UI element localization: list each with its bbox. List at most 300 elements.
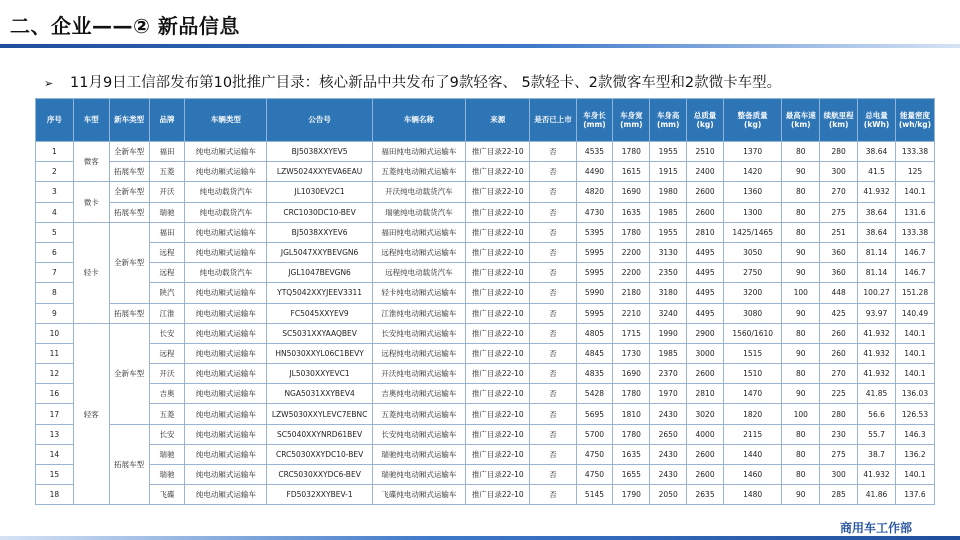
column-header: 新车类型 (109, 99, 149, 142)
cell-density: 125 (895, 162, 934, 182)
cell-listed: 否 (530, 404, 576, 424)
column-header: 整备质量 (kg) (723, 99, 781, 142)
cell-gross: 2600 (687, 182, 724, 202)
cell-source: 推广目录22-10 (465, 343, 530, 363)
cell-curb: 1480 (723, 485, 781, 505)
cell-code: CRC5030XXYDC10-BEV (267, 444, 372, 464)
cell-code: JGL5047XXYBEVGN6 (267, 242, 372, 262)
table-row (36, 465, 935, 485)
table-row (36, 404, 935, 424)
cell-code: JGL1047BEVGN6 (267, 263, 372, 283)
cell-gross: 2600 (687, 444, 724, 464)
cell-source: 推广目录22-10 (465, 364, 530, 384)
cell-type: 纯电动厢式运输车 (185, 162, 267, 182)
cell-wid: 1690 (613, 364, 650, 384)
cell-density: 140.1 (895, 343, 934, 363)
cell-range: 448 (820, 283, 858, 303)
cell-range: 260 (820, 323, 858, 343)
cell-source: 推广目录22-10 (465, 485, 530, 505)
column-header: 是否已上市 (530, 99, 576, 142)
column-header: 来源 (465, 99, 530, 142)
cell-source: 推广目录22-10 (465, 384, 530, 404)
cell-kwh: 41.86 (858, 485, 896, 505)
cell-speed: 80 (782, 465, 820, 485)
cell-new-model-type: 全新车型 (109, 222, 149, 303)
cell-density: 146.7 (895, 242, 934, 262)
cell-brand: 开沃 (149, 182, 185, 202)
cell-hei: 2430 (650, 444, 687, 464)
cell-brand: 开沃 (149, 364, 185, 384)
cell-source: 推广目录22-10 (465, 465, 530, 485)
cell-name: 五菱纯电动厢式运输车 (372, 404, 465, 424)
cell-index: 1 (36, 142, 74, 162)
cell-kwh: 41.932 (858, 323, 896, 343)
cell-name: 远程纯电动载货汽车 (372, 263, 465, 283)
cell-gross: 4000 (687, 424, 724, 444)
cell-brand: 瑞驰 (149, 465, 185, 485)
cell-kwh: 56.6 (858, 404, 896, 424)
column-header: 公告号 (267, 99, 372, 142)
cell-density: 133.38 (895, 222, 934, 242)
cell-speed: 100 (782, 404, 820, 424)
cell-density: 131.6 (895, 202, 934, 222)
cell-hei: 1985 (650, 343, 687, 363)
cell-range: 251 (820, 222, 858, 242)
cell-curb: 3200 (723, 283, 781, 303)
cell-range: 360 (820, 242, 858, 262)
cell-gross: 2635 (687, 485, 724, 505)
cell-code: JL5030XXYEVC1 (267, 364, 372, 384)
cell-curb: 1370 (723, 142, 781, 162)
cell-range: 280 (820, 142, 858, 162)
cell-source: 推广目录22-10 (465, 222, 530, 242)
cell-curb: 1420 (723, 162, 781, 182)
cell-code: LZW5030XXYLEVC7EBNC (267, 404, 372, 424)
cell-code: LZW5024XXYEVA6EAU (267, 162, 372, 182)
cell-gross: 3000 (687, 343, 724, 363)
cell-source: 推广目录22-10 (465, 162, 530, 182)
cell-type: 纯电动厢式运输车 (185, 303, 267, 323)
cell-gross: 2600 (687, 202, 724, 222)
cell-range: 270 (820, 364, 858, 384)
cell-range: 275 (820, 444, 858, 464)
footer-divider (0, 536, 960, 540)
cell-code: FC5045XXYEV9 (267, 303, 372, 323)
cell-listed: 否 (530, 242, 576, 262)
cell-kwh: 93.97 (858, 303, 896, 323)
cell-source: 推广目录22-10 (465, 263, 530, 283)
table-body (36, 142, 935, 505)
cell-listed: 否 (530, 444, 576, 464)
cell-index: 13 (36, 424, 74, 444)
cell-gross: 2600 (687, 364, 724, 384)
cell-name: 福田纯电动厢式运输车 (372, 222, 465, 242)
cell-listed: 否 (530, 364, 576, 384)
cell-speed: 90 (782, 263, 820, 283)
cell-range: 225 (820, 384, 858, 404)
cell-density: 140.1 (895, 323, 934, 343)
cell-index: 2 (36, 162, 74, 182)
cell-index: 17 (36, 404, 74, 424)
cell-index: 14 (36, 444, 74, 464)
cell-wid: 1655 (613, 465, 650, 485)
cell-speed: 80 (782, 202, 820, 222)
cell-speed: 90 (782, 485, 820, 505)
cell-range: 230 (820, 424, 858, 444)
cell-hei: 2430 (650, 404, 687, 424)
column-header: 车型 (73, 99, 109, 142)
cell-wid: 1730 (613, 343, 650, 363)
cell-wid: 1780 (613, 384, 650, 404)
header-divider (0, 44, 960, 48)
cell-kwh: 38.7 (858, 444, 896, 464)
new-models-table (35, 98, 935, 505)
cell-name: 福田纯电动厢式运输车 (372, 142, 465, 162)
cell-type: 纯电动厢式运输车 (185, 343, 267, 363)
table-row (36, 283, 935, 303)
cell-brand: 飞碟 (149, 485, 185, 505)
cell-range: 300 (820, 162, 858, 182)
cell-len: 5990 (576, 283, 613, 303)
column-header: 车辆名称 (372, 99, 465, 142)
cell-wid: 1715 (613, 323, 650, 343)
cell-brand: 远程 (149, 242, 185, 262)
cell-type: 纯电动厢式运输车 (185, 424, 267, 444)
table-row (36, 323, 935, 343)
cell-speed: 80 (782, 424, 820, 444)
cell-listed: 否 (530, 465, 576, 485)
cell-kwh: 41.5 (858, 162, 896, 182)
cell-brand: 瑞驰 (149, 444, 185, 464)
cell-wid: 1780 (613, 222, 650, 242)
cell-hei: 1955 (650, 222, 687, 242)
cell-len: 4805 (576, 323, 613, 343)
cell-curb: 1360 (723, 182, 781, 202)
cell-wid: 1635 (613, 444, 650, 464)
cell-hei: 2370 (650, 364, 687, 384)
cell-wid: 1635 (613, 202, 650, 222)
column-header: 总电量 (kWh) (858, 99, 896, 142)
table-row (36, 202, 935, 222)
cell-type: 纯电动载货汽车 (185, 263, 267, 283)
cell-index: 12 (36, 364, 74, 384)
cell-vehicle-category: 轻卡 (73, 222, 109, 323)
cell-gross: 2810 (687, 384, 724, 404)
cell-hei: 3130 (650, 242, 687, 262)
cell-type: 纯电动厢式运输车 (185, 242, 267, 262)
cell-wid: 1810 (613, 404, 650, 424)
cell-type: 纯电动厢式运输车 (185, 222, 267, 242)
table-row (36, 384, 935, 404)
cell-hei: 1970 (650, 384, 687, 404)
cell-gross: 2810 (687, 222, 724, 242)
cell-kwh: 81.14 (858, 263, 896, 283)
cell-index: 15 (36, 465, 74, 485)
cell-listed: 否 (530, 222, 576, 242)
table-row (36, 222, 935, 242)
cell-speed: 90 (782, 303, 820, 323)
cell-listed: 否 (530, 323, 576, 343)
cell-density: 146.7 (895, 263, 934, 283)
table-header-row (36, 99, 935, 142)
table-row (36, 485, 935, 505)
cell-source: 推广目录22-10 (465, 283, 530, 303)
cell-wid: 2180 (613, 283, 650, 303)
column-header: 车身宽 (mm) (613, 99, 650, 142)
cell-index: 16 (36, 384, 74, 404)
cell-density: 137.6 (895, 485, 934, 505)
cell-gross: 2600 (687, 465, 724, 485)
column-header: 续航里程 (km) (820, 99, 858, 142)
cell-speed: 80 (782, 323, 820, 343)
cell-range: 280 (820, 404, 858, 424)
cell-name: 长安纯电动厢式运输车 (372, 323, 465, 343)
cell-source: 推广目录22-10 (465, 202, 530, 222)
cell-code: SC5031XXYAAQBEV (267, 323, 372, 343)
table-row (36, 142, 935, 162)
cell-kwh: 41.932 (858, 182, 896, 202)
cell-density: 126.53 (895, 404, 934, 424)
cell-len: 4490 (576, 162, 613, 182)
column-header: 车身高 (mm) (650, 99, 687, 142)
cell-type: 纯电动厢式运输车 (185, 364, 267, 384)
table-row (36, 242, 935, 262)
cell-curb: 1460 (723, 465, 781, 485)
cell-brand: 远程 (149, 263, 185, 283)
cell-new-model-type: 拓展车型 (109, 162, 149, 182)
cell-gross: 2510 (687, 142, 724, 162)
cell-density: 140.49 (895, 303, 934, 323)
cell-hei: 2350 (650, 263, 687, 283)
cell-name: 飞碟纯电动厢式运输车 (372, 485, 465, 505)
cell-density: 151.28 (895, 283, 934, 303)
cell-kwh: 38.64 (858, 142, 896, 162)
cell-source: 推广目录22-10 (465, 444, 530, 464)
cell-kwh: 100.27 (858, 283, 896, 303)
column-header: 能量密度 (wh/kg) (895, 99, 934, 142)
cell-kwh: 41.932 (858, 364, 896, 384)
cell-kwh: 38.64 (858, 202, 896, 222)
cell-kwh: 81.14 (858, 242, 896, 262)
intro-text: 11月9日工信部发布第10批推广目录：核心新品中共发布了9款轻客、 5款轻卡、2款微客车型和2款微卡车型。 (70, 75, 782, 91)
table-row (36, 303, 935, 323)
cell-curb: 1440 (723, 444, 781, 464)
cell-source: 推广目录22-10 (465, 323, 530, 343)
cell-source: 推广目录22-10 (465, 142, 530, 162)
cell-name: 开沃纯电动厢式运输车 (372, 364, 465, 384)
cell-wid: 2200 (613, 263, 650, 283)
cell-range: 275 (820, 202, 858, 222)
cell-name: 瑞驰纯电动厢式运输车 (372, 465, 465, 485)
cell-new-model-type: 拓展车型 (109, 424, 149, 505)
cell-density: 136.2 (895, 444, 934, 464)
cell-hei: 2050 (650, 485, 687, 505)
cell-curb: 1510 (723, 364, 781, 384)
cell-density: 146.3 (895, 424, 934, 444)
cell-wid: 1780 (613, 142, 650, 162)
cell-listed: 否 (530, 142, 576, 162)
cell-density: 140.1 (895, 182, 934, 202)
cell-brand: 陕汽 (149, 283, 185, 303)
cell-density: 140.1 (895, 465, 934, 485)
cell-gross: 2400 (687, 162, 724, 182)
cell-new-model-type: 全新车型 (109, 142, 149, 162)
cell-gross: 4495 (687, 303, 724, 323)
cell-type: 纯电动厢式运输车 (185, 384, 267, 404)
table-row (36, 343, 935, 363)
cell-gross: 2900 (687, 323, 724, 343)
cell-density: 140.1 (895, 364, 934, 384)
cell-curb: 2115 (723, 424, 781, 444)
cell-index: 5 (36, 222, 74, 242)
cell-type: 纯电动厢式运输车 (185, 323, 267, 343)
cell-kwh: 38.64 (858, 222, 896, 242)
cell-hei: 1955 (650, 142, 687, 162)
column-header: 总质量 (kg) (687, 99, 724, 142)
cell-hei: 1990 (650, 323, 687, 343)
column-header: 车身长 (mm) (576, 99, 613, 142)
cell-listed: 否 (530, 162, 576, 182)
cell-curb: 1300 (723, 202, 781, 222)
cell-name: 开沃纯电动载货汽车 (372, 182, 465, 202)
cell-type: 纯电动厢式运输车 (185, 404, 267, 424)
cell-type: 纯电动载货汽车 (185, 182, 267, 202)
cell-listed: 否 (530, 384, 576, 404)
cell-curb: 2750 (723, 263, 781, 283)
cell-type: 纯电动载货汽车 (185, 202, 267, 222)
cell-range: 285 (820, 485, 858, 505)
cell-speed: 90 (782, 343, 820, 363)
cell-speed: 90 (782, 242, 820, 262)
cell-len: 4750 (576, 465, 613, 485)
cell-type: 纯电动厢式运输车 (185, 283, 267, 303)
cell-range: 270 (820, 182, 858, 202)
footer-department: 商用车工作部 (839, 521, 912, 535)
cell-curb: 1560/1610 (723, 323, 781, 343)
table-row (36, 364, 935, 384)
cell-len: 4750 (576, 444, 613, 464)
cell-name: 江淮纯电动厢式运输车 (372, 303, 465, 323)
cell-code: BJ5038XXYEV6 (267, 222, 372, 242)
cell-hei: 2650 (650, 424, 687, 444)
cell-gross: 4495 (687, 242, 724, 262)
cell-len: 5428 (576, 384, 613, 404)
page-title: 二、企业——② 新品信息 (10, 14, 240, 38)
cell-range: 300 (820, 465, 858, 485)
cell-curb: 1820 (723, 404, 781, 424)
cell-index: 6 (36, 242, 74, 262)
bullet-arrow-icon: ➢ (44, 77, 54, 90)
cell-type: 纯电动厢式运输车 (185, 444, 267, 464)
cell-vehicle-category: 微卡 (73, 182, 109, 222)
cell-len: 5995 (576, 242, 613, 262)
cell-listed: 否 (530, 343, 576, 363)
cell-source: 推广目录22-10 (465, 404, 530, 424)
cell-len: 5695 (576, 404, 613, 424)
cell-name: 吉奥纯电动厢式运输车 (372, 384, 465, 404)
column-header: 序号 (36, 99, 74, 142)
table-row (36, 424, 935, 444)
cell-name: 长安纯电动厢式运输车 (372, 424, 465, 444)
cell-speed: 80 (782, 142, 820, 162)
cell-index: 4 (36, 202, 74, 222)
cell-len: 5995 (576, 263, 613, 283)
cell-index: 9 (36, 303, 74, 323)
cell-name: 五菱纯电动厢式运输车 (372, 162, 465, 182)
cell-brand: 福田 (149, 142, 185, 162)
table-row (36, 162, 935, 182)
cell-brand: 江淮 (149, 303, 185, 323)
table-row (36, 444, 935, 464)
cell-listed: 否 (530, 303, 576, 323)
cell-len: 4535 (576, 142, 613, 162)
cell-speed: 90 (782, 384, 820, 404)
cell-brand: 长安 (149, 323, 185, 343)
table-row (36, 263, 935, 283)
cell-density: 133.38 (895, 142, 934, 162)
cell-type: 纯电动厢式运输车 (185, 142, 267, 162)
cell-hei: 2430 (650, 465, 687, 485)
cell-brand: 五菱 (149, 162, 185, 182)
intro-line (44, 71, 781, 92)
cell-range: 425 (820, 303, 858, 323)
cell-index: 10 (36, 323, 74, 343)
cell-len: 5145 (576, 485, 613, 505)
cell-kwh: 55.7 (858, 424, 896, 444)
cell-hei: 3240 (650, 303, 687, 323)
cell-speed: 90 (782, 162, 820, 182)
cell-vehicle-category: 轻客 (73, 323, 109, 505)
cell-code: HN5030XXYL06C1BEVY (267, 343, 372, 363)
cell-name: 远程纯电动厢式运输车 (372, 343, 465, 363)
cell-kwh: 41.85 (858, 384, 896, 404)
cell-index: 8 (36, 283, 74, 303)
cell-brand: 长安 (149, 424, 185, 444)
cell-speed: 100 (782, 283, 820, 303)
cell-brand: 瑞驰 (149, 202, 185, 222)
cell-index: 11 (36, 343, 74, 363)
cell-wid: 1690 (613, 182, 650, 202)
column-header: 品牌 (149, 99, 185, 142)
cell-len: 4820 (576, 182, 613, 202)
cell-type: 纯电动厢式运输车 (185, 485, 267, 505)
cell-density: 136.03 (895, 384, 934, 404)
cell-gross: 4495 (687, 283, 724, 303)
cell-wid: 1790 (613, 485, 650, 505)
cell-listed: 否 (530, 485, 576, 505)
cell-len: 5395 (576, 222, 613, 242)
cell-len: 4835 (576, 364, 613, 384)
cell-code: FD5032XXYBEV-1 (267, 485, 372, 505)
cell-listed: 否 (530, 182, 576, 202)
cell-code: YTQ5042XXYJEEV3311 (267, 283, 372, 303)
cell-speed: 80 (782, 222, 820, 242)
cell-curb: 1425/1465 (723, 222, 781, 242)
cell-source: 推广目录22-10 (465, 182, 530, 202)
cell-curb: 1470 (723, 384, 781, 404)
cell-index: 18 (36, 485, 74, 505)
cell-kwh: 41.932 (858, 465, 896, 485)
cell-wid: 1615 (613, 162, 650, 182)
cell-brand: 吉奥 (149, 384, 185, 404)
cell-range: 260 (820, 343, 858, 363)
cell-code: SC5040XXYNRD61BEV (267, 424, 372, 444)
cell-new-model-type: 全新车型 (109, 182, 149, 202)
cell-kwh: 41.932 (858, 343, 896, 363)
cell-curb: 1515 (723, 343, 781, 363)
column-header: 最高车速 (km) (782, 99, 820, 142)
cell-len: 4845 (576, 343, 613, 363)
